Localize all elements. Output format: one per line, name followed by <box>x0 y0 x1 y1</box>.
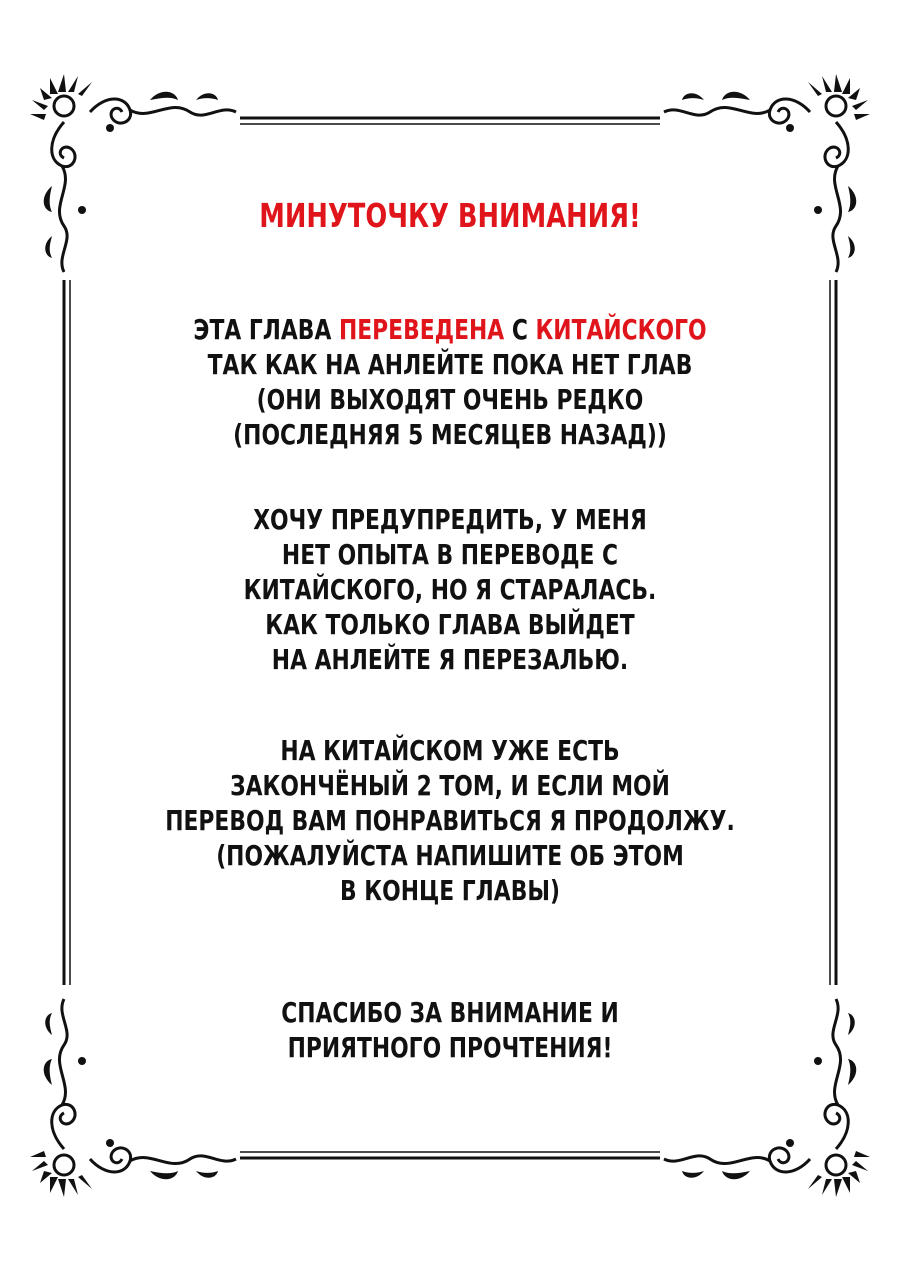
corner-ornament-top-left <box>30 74 236 272</box>
block3-line: ПЕРЕВОД ВАМ ПОНРАВИТЬСЯ Я ПРОДОЛЖУ. <box>165 804 735 837</box>
block4-line: ПРИЯТНОГО ПРОЧТЕНИЯ! <box>287 1031 613 1064</box>
notice-title: МИНУТОЧКУ ВНИМАНИЯ! <box>259 196 641 235</box>
block3-line: ЗАКОНЧЁНЫЙ 2 ТОМ, И ЕСЛИ МОЙ <box>230 769 670 802</box>
block3-line: В КОНЦЕ ГЛАВЫ) <box>340 874 560 907</box>
notice-block-warning <box>99 502 801 677</box>
block1-line3: (ОНИ ВЫХОДЯТ ОЧЕНЬ РЕДКО <box>256 383 644 416</box>
block2-line: ХОЧУ ПРЕДУПРЕДИТЬ, У МЕНЯ <box>253 503 647 536</box>
block1-text: ЭТА ГЛАВА <box>193 313 339 346</box>
block3-line: НА КИТАЙСКОМ УЖЕ ЕСТЬ <box>280 734 620 767</box>
block1-text: С <box>504 313 536 346</box>
block2-line: КАК ТОЛЬКО ГЛАВА ВЫЙДЕТ <box>265 608 635 641</box>
block4-line: СПАСИБО ЗА ВНИМАНИЕ И <box>281 996 619 1029</box>
block1-line4: (ПОСЛЕДНЯЯ 5 МЕСЯЦЕВ НАЗАД)) <box>233 418 667 451</box>
notice-block-continuation <box>99 733 801 908</box>
notice-block-thanks <box>99 995 801 1065</box>
notice-block-translation <box>99 312 801 452</box>
block2-line: НЕТ ОПЫТА В ПЕРЕВОДЕ С <box>281 538 619 571</box>
highlight-chinese: КИТАЙСКОГО <box>535 313 707 346</box>
block1-line2: ТАК КАК НА АНЛЕЙТЕ ПОКА НЕТ ГЛАВ <box>207 348 693 381</box>
block1-line1 <box>99 312 801 347</box>
block2-line: КИТАЙСКОГО, НО Я СТАРАЛАСЬ. <box>243 573 657 606</box>
block3-line: (ПОЖАЛУЙСТА НАПИШИТЕ ОБ ЭТОМ <box>216 839 684 872</box>
highlight-translated: ПЕРЕВЕДЕНА <box>338 313 505 346</box>
corner-ornament-top-right <box>664 74 870 272</box>
block2-line: НА АНЛЕЙТЕ Я ПЕРЕЗАЛЬЮ. <box>271 643 629 676</box>
